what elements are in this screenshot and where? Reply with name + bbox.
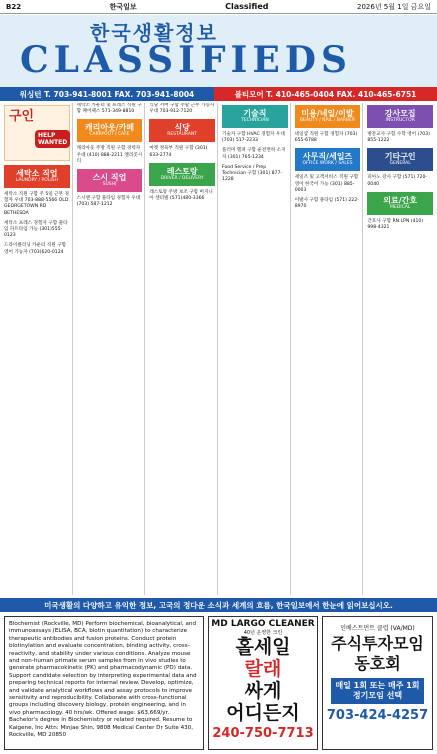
listing: 방문교사 구함 수학 영어 (703) 855-1222 [367, 132, 430, 144]
masthead [0, 15, 437, 87]
column-3 [147, 103, 218, 595]
cleaner-word-1: 홀세일 [235, 636, 291, 658]
help-korean: 구인 [9, 109, 35, 124]
category-beauty: 미용/네일/이발 BEAUTY / NAIL / BARBER [295, 105, 361, 128]
stock-club-ad [322, 616, 433, 750]
listing: 플러머 헬퍼 구함 운전면허 소지자 (301) 765-1234 [222, 148, 286, 160]
column-2 [75, 103, 146, 595]
biochemist-ad: Biochemist (Rockville, MD) Perform biochemical, bioanalytical, and immunoassays (ELISA, BCA, biotin quantitation) to characterize therapeutic antibodies and fusion proteins. Conduct protein biotinylation and evaluate concentration, binding activity, cross-reactivity, and stability under various conditions. Analyze mouse and non-human primate serum samples from in vivo studies to generate pharmacokinetic (PK) and pharmacodynamic (PD) data. Support candidate selection by interpreting experimental data and preparing technical reports for internal review. Develop, optimize, and validate analytical workflows and assay protocols to improve sensitivity and reproducibility. Collaborate with cross-functional groups including discovery biology, protein engineering, and in vivo pharmacology. 40 hrs/wk. Offered wage: $63,669/yr. Bachelor's degree in Biochemistry or related required. Resume to Kaigene, Inc Attn: Minjae Shin, 9808 Medical Center Dr Suite 430, Rockville, MD 20850 [4, 616, 204, 750]
listing: 세탁소 직원 구함 주 5일 근무 경험자 우대 703-888-5566 OLD GEORGETOWN RD BETHESDA [4, 192, 69, 216]
category-instructor: 강사모집 INSTRUCTOR [367, 105, 433, 128]
category-medical: 의료/간호 MEDICAL [367, 192, 433, 215]
display-ads [0, 614, 437, 754]
cleaner-word-3: 싸게 [244, 680, 282, 702]
listing: Food Service / Prep Technician 구함 (301) 877-1228 [222, 164, 283, 183]
listing: 세일즈 및 고객서비스 직원 구함 영어 한국어 가능 (301) 885-0003 [294, 175, 359, 193]
listing: 드라이클리닝 카운터 직원 구함 영어 가능자 (703)620-0124 [4, 243, 67, 255]
cleaner-phone: 240-750-7713 [212, 726, 314, 741]
stock-title: 인베스트먼트 클럽 (VA/MD) [340, 625, 415, 632]
page-header [0, 0, 437, 14]
help-english: HELP WANTED [35, 130, 70, 148]
category-office: 사무직/세일즈 OFFICE WORK / SALES [295, 148, 361, 171]
cleaner-title: MD LARGO CLEANER [211, 619, 315, 629]
help-wanted-graphic [4, 105, 70, 161]
contact-bar [0, 87, 437, 101]
cleaner-word-2: 랄래 [244, 658, 282, 680]
paper-name: 한국일보 [109, 2, 137, 11]
listing: 세탁소 프레스 경험자 구함 풀타임 파트타임 가능 (301)555-0123 [4, 220, 68, 239]
category-laundry: 세탁소 직업 LAUNDRY / POLISH [4, 165, 70, 188]
classified-columns [2, 103, 435, 595]
column-6 [365, 103, 435, 595]
column-5 [293, 103, 364, 595]
stock-headline: 주식투자모임 동호회 [331, 634, 424, 673]
baltimore-contact: 볼티모어 T. 410-465-0404 FAX. 410-465-6751 [214, 87, 437, 101]
page-number: B22 [6, 2, 22, 11]
category-general: 기타구인 GENERAL [367, 148, 433, 171]
category-carryout: 캐리아웃/카페 CARRYOUT / CAFE [77, 119, 143, 142]
stock-phone: 703-424-4257 [326, 708, 429, 723]
promo-banner: 미국생활의 다양하고 유익한 정보, 고국의 정다운 소식과 세계의 흐름, 한국일보에서 한눈에 읽어보십시오. [0, 598, 437, 612]
listing: 네일샵 직원 구함 경험자 (703) 655-6788 [294, 132, 358, 144]
category-driver: 레스토랑 DRIVER / DELIVERY [149, 163, 215, 186]
washington-contact: 워싱턴 T. 703-941-8001 FAX. 703-941-8004 [0, 87, 214, 101]
category-restaurant: 식당 RESTAURANT [149, 119, 215, 142]
listing: 이발사 구함 풀타임 (571) 222-8970 [294, 198, 359, 210]
category-technician: 기술직 TECHNICIAN [222, 105, 288, 128]
cleaner-word-4: 어디든지 [226, 702, 300, 724]
section-name: Classified [225, 2, 269, 11]
listing: 세탁소 카운터 및 프레스 직원 구함 페어팩스 571-349-8810 [76, 103, 142, 115]
cleaner-ad [208, 616, 318, 750]
listing: 레스토랑 주방 보조 구함 버지니아 센터빌 (571)480-3366 [149, 189, 213, 202]
english-title: CLASSIFIEDS [20, 39, 352, 81]
korean-title: 한국생활정보 [90, 21, 218, 45]
listing: 간호사 구함 RN LPN (410) 998-4321 [367, 218, 424, 231]
category-sushi: 스시 직업 SUSHI [77, 169, 143, 192]
stock-schedule: 매일 1회 또는 매주 1회 정기모임 선택 [331, 678, 424, 704]
issue-date: 2026년 5월 1일 금요일 [357, 2, 431, 11]
listing: 피아노 강사 구함 (571) 720-0040 [367, 175, 428, 187]
listing: 식당 서버 구함 주말 근무 가능자 우대 703-912-7120 [149, 103, 215, 115]
column-4 [220, 103, 291, 595]
listing: 기술자 구함 HVAC 경험자 우대 (703) 517-2233 [222, 132, 285, 144]
listing: 스시맨 구함 풀타임 경험자 우대 (703) 587-1212 [76, 196, 141, 208]
cleaner-subtitle: 40년 운영한 크린 [243, 630, 283, 636]
listing: 마켓 정육부 직원 구함 (301) 633-2774 [149, 146, 208, 158]
listing: 캐리아웃 주방 직원 구함 경력자 우대 (410) 888-2211 엘리콧시티 [76, 146, 143, 164]
column-1 [2, 103, 73, 595]
